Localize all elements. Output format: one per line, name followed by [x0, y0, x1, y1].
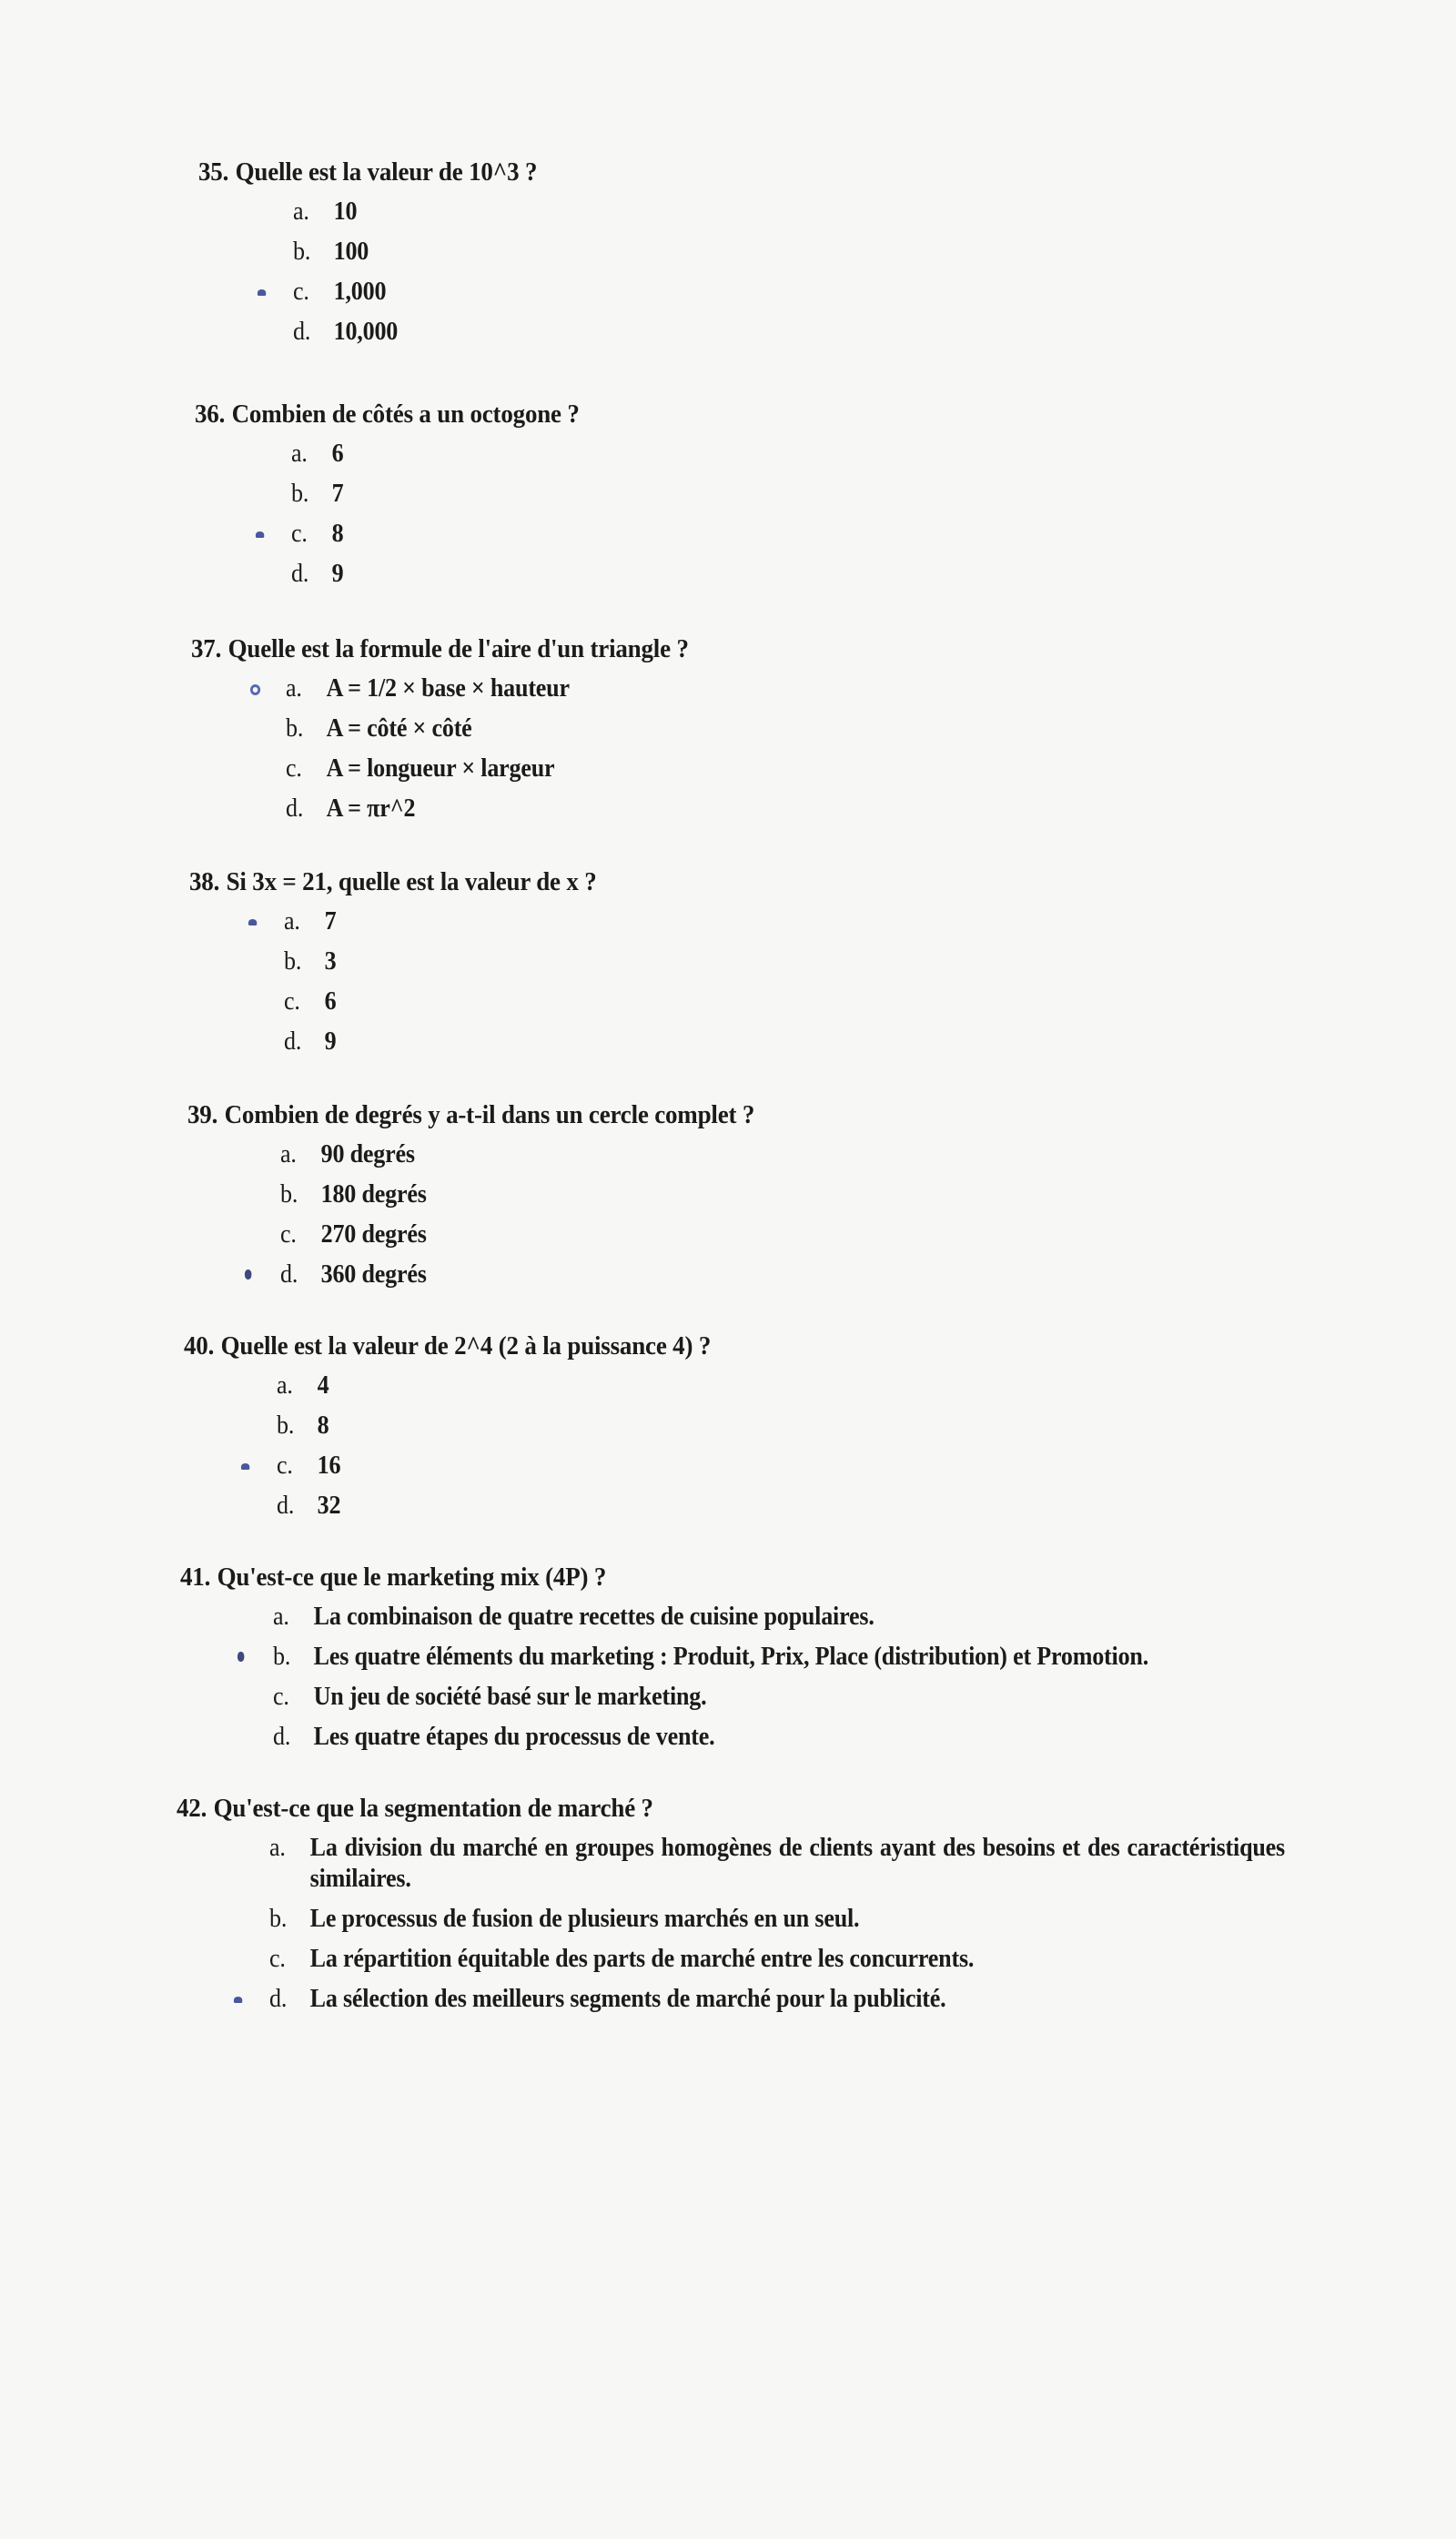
option-letter: b.: [291, 480, 309, 508]
option-text: La division du marché en groupes homogènes de clients ayant des besoins et des caractéristiques similaires.: [309, 1834, 1285, 1893]
answer-mark: [234, 1997, 242, 2003]
question-text: Quelle est la formule de l'aire d'un triangle ?: [228, 634, 689, 663]
option-letter: a.: [284, 907, 300, 936]
option-text: 8: [317, 1411, 329, 1440]
option-d: [280, 1259, 761, 1290]
option-letter: c.: [277, 1452, 293, 1480]
question-title: [184, 1330, 711, 1361]
option-b: [284, 946, 603, 977]
option-text: A = longueur × largeur: [326, 754, 555, 783]
option-list: [284, 906, 627, 1057]
question-number: 41.: [180, 1563, 211, 1592]
question-number: 40.: [184, 1331, 215, 1361]
option-text: 10,000: [333, 318, 399, 346]
question-text: Qu'est-ce que le marketing mix (4P) ?: [217, 1563, 607, 1592]
option-text: A = côté × côté: [326, 714, 472, 743]
question-number: 39.: [187, 1100, 218, 1129]
option-text: Un jeu de société basé sur le marketing.: [313, 1683, 707, 1711]
option-b: [291, 479, 586, 510]
option-text: 16: [317, 1452, 341, 1480]
question-41: [180, 1562, 1214, 1753]
option-list: [269, 1833, 1361, 2015]
option-letter: a.: [280, 1140, 297, 1168]
option-list: [286, 673, 726, 824]
option-a: [273, 1602, 1148, 1633]
option-letter: d.: [280, 1260, 298, 1289]
question-42: [177, 1793, 1361, 2015]
answer-mark: [256, 531, 264, 538]
question-title: [198, 157, 537, 187]
option-letter: d.: [277, 1492, 295, 1520]
option-letter: b.: [273, 1643, 291, 1671]
option-c: [293, 277, 544, 308]
answer-mark: [245, 1270, 251, 1280]
option-letter: d.: [284, 1027, 302, 1056]
option-letter: c.: [284, 987, 300, 1016]
question-text: Combien de degrés y a-t-il dans un cercle complet ?: [224, 1100, 755, 1129]
question-37: [191, 633, 726, 824]
option-letter: c.: [293, 278, 309, 306]
answer-mark: [258, 289, 266, 296]
option-c: [273, 1682, 1148, 1713]
option-a: [284, 906, 603, 937]
option-c: [291, 519, 586, 550]
option-b: [286, 713, 695, 744]
question-title: [195, 399, 580, 430]
option-letter: c.: [291, 520, 308, 548]
option-a: [291, 439, 586, 470]
option-letter: b.: [293, 238, 311, 266]
option-text: 180 degrés: [320, 1180, 427, 1209]
question-text: Si 3x = 21, quelle est la valeur de x ?: [226, 867, 597, 896]
option-c: [277, 1451, 717, 1482]
question-text: Qu'est-ce que la segmentation de marché ?: [213, 1794, 653, 1823]
question-title: [177, 1793, 1279, 1824]
answer-mark: [241, 1463, 249, 1470]
question-38: [189, 866, 627, 1057]
option-letter: b.: [286, 714, 304, 743]
option-c: [280, 1219, 761, 1250]
option-b: [277, 1411, 717, 1441]
option-text: La combinaison de quatre recettes de cuisine populaires.: [313, 1603, 875, 1631]
option-b: [273, 1642, 1148, 1673]
option-letter: d.: [286, 794, 304, 823]
option-letter: a.: [273, 1603, 289, 1631]
option-text: Les quatre éléments du marketing : Produit, Prix, Place (distribution) et Promotion.: [313, 1643, 1149, 1671]
option-text: 100: [333, 238, 369, 266]
option-letter: c.: [286, 754, 302, 783]
question-35: [198, 157, 562, 348]
option-letter: b.: [269, 1905, 288, 1933]
option-text: 1,000: [333, 278, 387, 306]
option-d: [273, 1722, 1148, 1753]
option-letter: b.: [277, 1411, 295, 1440]
option-text: Le processus de fusion de plusieurs marchés en un seul.: [309, 1905, 860, 1933]
option-text: 7: [324, 907, 337, 936]
answer-mark: [238, 1652, 244, 1662]
option-list: [291, 439, 609, 590]
option-text: 10: [333, 197, 358, 226]
question-number: 36.: [195, 400, 226, 429]
option-letter: b.: [280, 1180, 298, 1209]
question-number: 37.: [191, 634, 222, 663]
option-text: 6: [331, 440, 344, 468]
option-letter: d.: [291, 560, 309, 588]
option-letter: a.: [291, 440, 308, 468]
option-text: La répartition équitable des parts de marché entre les concurrents.: [309, 1945, 975, 1973]
option-text: 9: [324, 1027, 337, 1056]
question-39: [187, 1099, 797, 1290]
option-b: [280, 1179, 761, 1210]
answer-mark: [248, 919, 257, 926]
question-number: 38.: [189, 867, 220, 896]
option-letter: b.: [284, 947, 302, 976]
question-title: [191, 633, 689, 664]
option-letter: d.: [273, 1723, 291, 1751]
option-letter: c.: [280, 1220, 297, 1249]
option-text: 360 degrés: [320, 1260, 427, 1289]
question-text: Combien de côtés a un octogone ?: [231, 400, 580, 429]
option-list: [277, 1371, 751, 1522]
option-list: [280, 1139, 797, 1290]
option-letter: a.: [293, 197, 309, 226]
option-b: [293, 237, 544, 268]
option-text: 7: [331, 480, 344, 508]
option-letter: a.: [269, 1834, 286, 1862]
option-text: 270 degrés: [320, 1220, 427, 1249]
option-letter: d.: [269, 1985, 288, 2013]
option-text: A = πr^2: [326, 794, 416, 823]
option-d: [291, 559, 586, 590]
option-a: [293, 197, 544, 228]
option-text: 3: [324, 947, 337, 976]
option-d: [286, 794, 695, 824]
question-40: [184, 1330, 751, 1522]
option-a: [277, 1371, 717, 1401]
option-text: La sélection des meilleurs segments de marché pour la publicité.: [309, 1985, 946, 2013]
option-text: 4: [317, 1371, 329, 1400]
option-text: 32: [317, 1492, 341, 1520]
option-text: Les quatre étapes du processus de vente.: [313, 1723, 715, 1751]
option-text: 90 degrés: [320, 1140, 415, 1168]
option-letter: c.: [269, 1945, 286, 1973]
option-d: [269, 1984, 1285, 2015]
question-title: [180, 1562, 1142, 1593]
option-text: A = 1/2 × base × hauteur: [326, 674, 570, 703]
option-a: [280, 1139, 761, 1170]
question-title: [189, 866, 597, 897]
option-b: [269, 1904, 1285, 1935]
option-letter: a.: [286, 674, 302, 703]
option-letter: c.: [273, 1683, 289, 1711]
option-a: [269, 1833, 1285, 1895]
option-letter: d.: [293, 318, 311, 346]
question-number: 42.: [177, 1794, 207, 1823]
option-c: [284, 986, 603, 1017]
option-d: [277, 1491, 717, 1522]
option-text: 9: [331, 560, 344, 588]
question-number: 35.: [198, 157, 229, 187]
option-text: 6: [324, 987, 337, 1016]
option-list: [273, 1602, 1214, 1753]
option-letter: a.: [277, 1371, 293, 1400]
option-list: [293, 197, 562, 348]
option-d: [284, 1027, 603, 1057]
answer-mark: [250, 684, 260, 695]
question-36: [195, 399, 609, 590]
option-d: [293, 317, 544, 348]
question-title: [187, 1099, 754, 1130]
option-text: 8: [331, 520, 344, 548]
question-text: Quelle est la valeur de 10^3 ?: [235, 157, 538, 187]
option-c: [269, 1944, 1285, 1975]
option-c: [286, 754, 695, 784]
option-a: [286, 673, 695, 704]
question-text: Quelle est la valeur de 2^4 (2 à la puissance 4) ?: [220, 1331, 712, 1361]
